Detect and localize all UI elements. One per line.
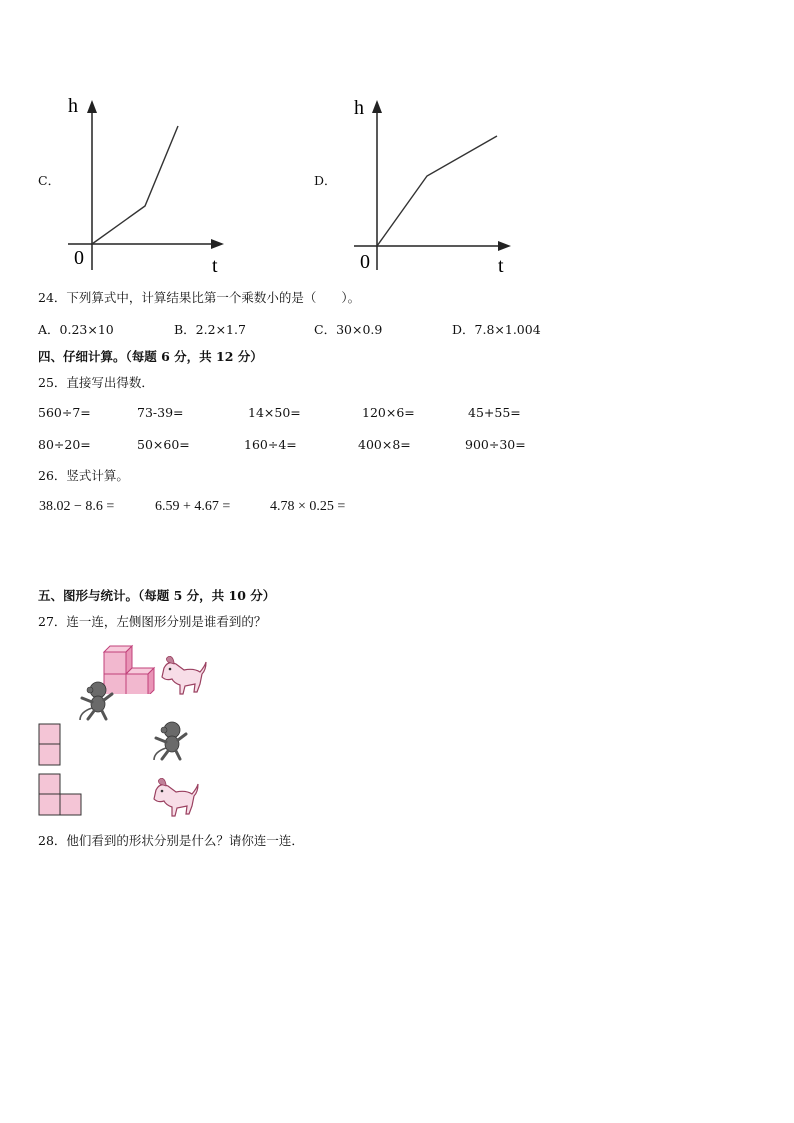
q24-option-a: A．0.23×10	[38, 322, 114, 337]
graph-c-origin: 0	[74, 247, 84, 269]
q25-r1-c2: 73-39=	[137, 405, 184, 420]
dog-option-icon	[150, 778, 200, 818]
q26-item-1: 38.02 − 8.6 =	[39, 499, 115, 514]
q25-r2-c5: 900÷30=	[465, 437, 526, 452]
q27-stem: 27．连一连，左侧图形分别是谁看到的？	[38, 614, 267, 629]
q25-stem: 25．直接写出得数．	[38, 375, 154, 390]
q25-r1-c5: 45+55=	[468, 405, 521, 420]
q25-r2-c4: 400×8=	[358, 437, 411, 452]
q24-option-c: C．30×0.9	[314, 322, 383, 337]
monkey-icon	[76, 680, 116, 722]
section4-heading: 四、仔细计算。（每题 6 分，共 12 分）	[38, 349, 263, 364]
q25-r2-c2: 50×60=	[137, 437, 190, 452]
graph-d-xlabel: t	[498, 255, 504, 277]
q25-r2-c1: 80÷20=	[38, 437, 91, 452]
dog-icon	[158, 656, 208, 696]
q26-stem: 26．竖式计算。	[38, 468, 129, 483]
q26-item-3: 4.78 × 0.25 =	[270, 499, 346, 514]
graph-d	[346, 92, 521, 277]
graph-d-origin: 0	[360, 251, 370, 273]
q24-option-d: D．7.8×1.004	[452, 322, 541, 337]
q25-r1-c1: 560÷7=	[38, 405, 91, 420]
graph-d-ylabel: h	[354, 97, 364, 119]
option-d-label: D．	[314, 173, 337, 188]
q25-r2-c3: 160÷4=	[244, 437, 297, 452]
monkey-option-icon	[150, 720, 190, 762]
q24-option-b: B．2.2×1.7	[174, 322, 246, 337]
graph-c-xlabel: t	[212, 255, 218, 277]
q28-stem: 28．他们看到的形状分别是什么？请你连一连．	[38, 833, 304, 848]
graph-c	[60, 92, 235, 277]
shape-view-1	[38, 723, 62, 767]
graph-c-ylabel: h	[68, 95, 78, 117]
q25-r1-c4: 120×6=	[362, 405, 415, 420]
q26-item-2: 6.59 + 4.67 =	[155, 499, 231, 514]
option-c-label: C．	[38, 173, 61, 188]
q24-stem: 24．下列算式中，计算结果比第一个乘数小的是（ ）。	[38, 290, 361, 305]
q25-r1-c3: 14×50=	[248, 405, 301, 420]
shape-view-2	[38, 773, 84, 817]
section5-heading: 五、图形与统计。（每题 5 分，共 10 分）	[38, 588, 276, 603]
